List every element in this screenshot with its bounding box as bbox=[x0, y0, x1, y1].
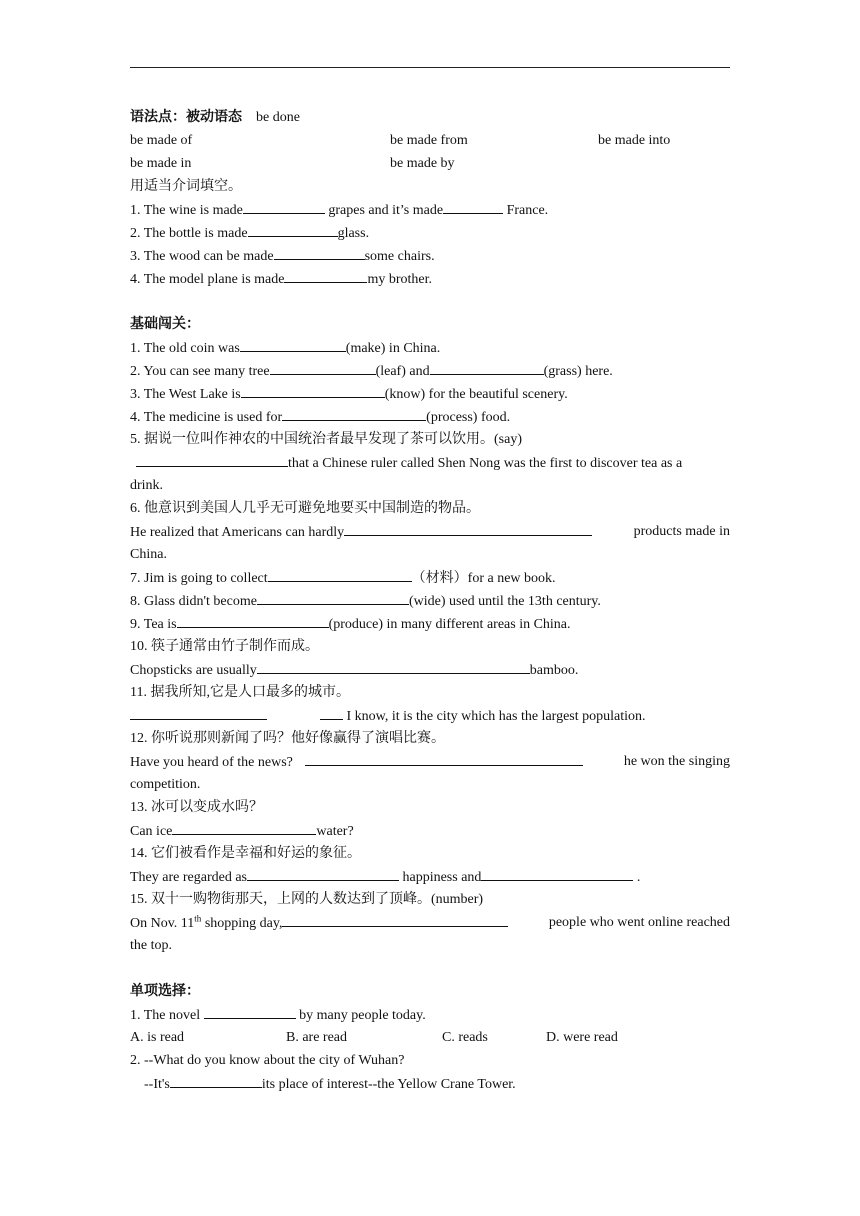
choice-question-1: 1. The novel by many people today. bbox=[130, 1003, 730, 1026]
basic-question-14-cn: 14. 它们被看作是幸福和好运的象征。 bbox=[130, 846, 361, 861]
basic-question-12: Have you heard of the news? he won the singing bbox=[130, 750, 730, 773]
option-d[interactable]: D. were read bbox=[546, 1030, 618, 1045]
answer-blank[interactable] bbox=[320, 704, 343, 720]
basic-question-13: Can ice water? bbox=[130, 819, 730, 842]
phrase-made-in: be made in bbox=[130, 156, 192, 171]
fill-question-2: 2. The bottle is made glass. bbox=[130, 221, 730, 244]
answer-blank[interactable] bbox=[268, 566, 412, 582]
basic-question-6-cn: 6. 他意识到美国人几乎无可避免地要买中国制造的物品。 bbox=[130, 501, 480, 516]
basic-question-14: They are regarded as happiness and . bbox=[130, 865, 730, 888]
answer-blank[interactable] bbox=[282, 405, 426, 421]
basic-question-12-cn: 12. 你听说那则新闻了吗？他好像赢得了演唱比赛。 bbox=[130, 731, 445, 746]
answer-blank[interactable] bbox=[243, 198, 325, 214]
answer-blank[interactable] bbox=[204, 1003, 296, 1019]
basic-question-10-cn: 10. 筷子通常由竹子制作而成。 bbox=[130, 639, 319, 654]
basic-question-13-cn: 13. 冰可以变成水吗？ bbox=[130, 800, 263, 815]
phrase-made-from: be made from bbox=[390, 133, 468, 148]
option-b[interactable]: B. are read bbox=[286, 1030, 348, 1045]
fill-question-3: 3. The wood can be made some chairs. bbox=[130, 244, 730, 267]
choice-question-1-options bbox=[130, 1026, 730, 1049]
basic-question-12-cont: competition. bbox=[130, 777, 201, 792]
answer-blank[interactable] bbox=[430, 359, 544, 375]
option-c[interactable]: C. reads bbox=[442, 1030, 488, 1045]
basic-question-2: 2. You can see many tree (leaf) and (grass) here. bbox=[130, 359, 730, 382]
option-a[interactable]: A. is read bbox=[130, 1030, 185, 1045]
answer-blank[interactable] bbox=[270, 359, 376, 375]
answer-blank[interactable] bbox=[257, 658, 530, 674]
header-rule bbox=[130, 67, 730, 68]
answer-blank[interactable] bbox=[305, 750, 583, 766]
fill-question-4: 4. The model plane is made my brother. bbox=[130, 267, 730, 290]
phrase-row-1 bbox=[130, 129, 730, 152]
answer-blank[interactable] bbox=[248, 221, 338, 237]
basic-question-11-cn: 11. 据我所知,它是人口最多的城市。 bbox=[130, 685, 350, 700]
answer-blank[interactable] bbox=[130, 704, 267, 720]
basic-question-15: On Nov. 11th shopping day, people who went online reached bbox=[130, 911, 730, 934]
basic-question-1: 1. The old coin was (make) in China. bbox=[130, 336, 730, 359]
basic-question-5-cn: 5. 据说一位叫作神农的中国统治者最早发现了茶可以饮用。(say) bbox=[130, 432, 522, 447]
phrase-made-into: be made into bbox=[598, 133, 671, 148]
answer-blank[interactable] bbox=[282, 911, 508, 927]
basic-question-10: Chopsticks are usually bamboo. bbox=[130, 658, 730, 681]
grammar-heading bbox=[130, 106, 730, 129]
answer-blank[interactable] bbox=[247, 865, 399, 881]
choice-section-title: 单项选择： bbox=[130, 984, 200, 999]
answer-blank[interactable] bbox=[284, 267, 367, 283]
basic-question-15-cn: 15. 双十一购物街那天，上网的人数达到了顶峰。(number) bbox=[130, 892, 484, 907]
basic-question-8: 8. Glass didn't become (wide) used until the 13th century. bbox=[130, 589, 730, 612]
answer-blank[interactable] bbox=[344, 520, 592, 536]
answer-blank[interactable] bbox=[240, 336, 346, 352]
grammar-title: 语法点：被动语态 bbox=[130, 110, 242, 125]
answer-blank[interactable] bbox=[443, 198, 503, 214]
choice-question-2-reply: --It's its place of interest--the Yellow Crane Tower. bbox=[130, 1072, 730, 1095]
answer-blank[interactable] bbox=[481, 865, 633, 881]
basic-question-15-cont: the top. bbox=[130, 938, 172, 953]
fill-instruction: 用适当介词填空。 bbox=[130, 179, 242, 194]
basic-question-7: 7. Jim is going to collect （材料）for a new book. bbox=[130, 566, 730, 589]
basic-question-4: 4. The medicine is used for (process) food. bbox=[130, 405, 730, 428]
answer-blank[interactable] bbox=[172, 819, 316, 835]
choice-question-2: 2. --What do you know about the city of Wuhan? bbox=[130, 1053, 405, 1068]
phrase-made-by: be made by bbox=[390, 156, 455, 171]
answer-blank[interactable] bbox=[177, 612, 329, 628]
basic-question-3: 3. The West Lake is (know) for the beautiful scenery. bbox=[130, 382, 730, 405]
basic-question-5-cont: drink. bbox=[130, 478, 164, 493]
basic-question-6: He realized that Americans can hardly products made in bbox=[130, 520, 730, 543]
worksheet-content bbox=[130, 106, 730, 1095]
answer-blank[interactable] bbox=[136, 451, 288, 467]
fill-question-1: 1. The wine is made grapes and it’s made France. bbox=[130, 198, 730, 221]
phrase-row-2 bbox=[130, 152, 730, 175]
basic-question-11: I know, it is the city which has the largest population. bbox=[130, 704, 730, 727]
answer-blank[interactable] bbox=[274, 244, 365, 260]
answer-blank[interactable] bbox=[241, 382, 385, 398]
basic-section-title: 基础闯关： bbox=[130, 317, 200, 332]
answer-blank[interactable] bbox=[257, 589, 409, 605]
be-done-label: be done bbox=[256, 110, 300, 125]
answer-blank[interactable] bbox=[170, 1072, 262, 1088]
basic-question-6-cont: China. bbox=[130, 547, 167, 562]
basic-question-9: 9. Tea is (produce) in many different areas in China. bbox=[130, 612, 730, 635]
basic-question-5: that a Chinese ruler called Shen Nong was the first to discover tea as a bbox=[130, 451, 730, 474]
phrase-made-of: be made of bbox=[130, 133, 193, 148]
